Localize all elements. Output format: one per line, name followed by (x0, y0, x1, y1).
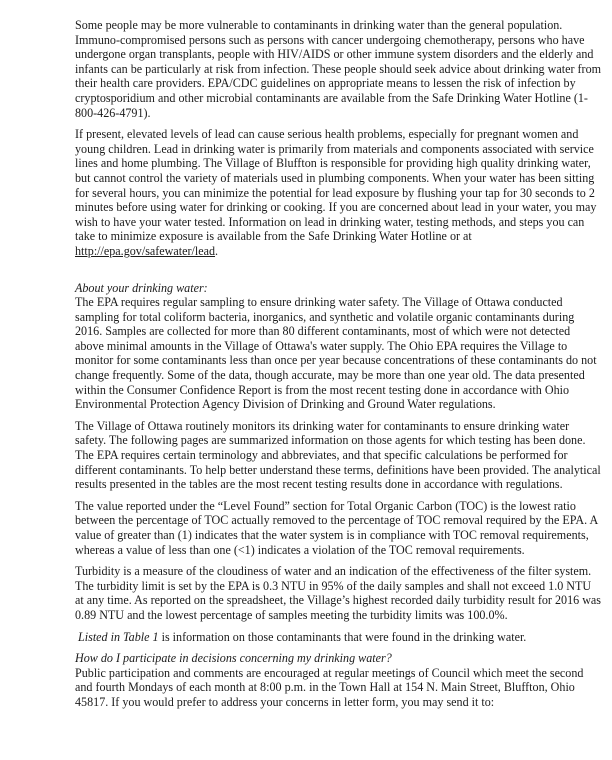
toc-paragraph: The value reported under the “Level Found” section for Total Organic Carbon (TOC) is the lowest ratio between the percentage of TOC actually removed to the percentage of TOC removal required by the EPA. A value of greater than (1) indicates that the water system is in compliance with TOC removal requirements, whereas a value of less than one (<1) indicates a violation of the TOC removal requirements. (75, 498, 598, 557)
epa-lead-link[interactable]: http://epa.gov/safewater/lead (75, 243, 216, 258)
about-drinking-water-paragraph: The EPA requires regular sampling to ensure drinking water safety. The Village of Ottawa conducted sampling for total coliform bacteria, inorganics, and synthetic and volatile organic contaminants during 2016. Samples are collected for more than 80 different contaminants, most of which were not detected above minimal amounts in the Village of Ottawa's water supply. The Ohio EPA requires the Village to monitor for some contaminants less than once per year because concentrations of these contaminants do not change frequently. Some of the data, though accurate, may be more than one year old. The data presented within the Consumer Confidence Report is from the most recent testing done in accordance with Ohio Environmental Protection Agency Division of Drinking and Ground Water regulations. (75, 295, 597, 412)
participation-heading: How do I participate in decisions concerning my drinking water? (75, 651, 392, 666)
about-drinking-water-heading: About your drinking water: (75, 280, 208, 295)
table-reference-paragraph (75, 630, 602, 645)
table-reference-text: is information on those contaminants that were found in the drinking water. (158, 629, 527, 644)
lead-paragraph-end: . (215, 243, 219, 258)
participation-paragraph: Public participation and comments are encouraged at regular meetings of Council which meet the second and fourth Mondays of each month at 8:00 p.m. in the Town Hall at 154 N. Main Street, Bluffton, Ohio 45817. If you would prefer to address your concerns in letter form, you may send it to: (75, 665, 584, 709)
vulnerable-populations-paragraph: Some people may be more vulnerable to contaminants in drinking water than the general population. Immuno-compromised persons such as persons with cancer undergoing chemotherapy, persons who have undergone organ transplants, people with HIV/AIDS or other immune system disorders and the elderly and infants can be particularly at risk from infection. These people should seek advice about drinking water from their health care providers. EPA/CDC guidelines on appropriate means to lessen the risk of infection by cryptosporidium and other microbial contaminants are available from the Safe Drinking Water Hotline (1-800-426-4791). (75, 18, 602, 120)
document-page (75, 18, 602, 710)
lead-paragraph (75, 127, 602, 258)
table-reference-italic: Listed in Table 1 (78, 629, 159, 644)
monitoring-paragraph: The Village of Ottawa routinely monitors its drinking water for contaminants to ensure drinking water safety. The following pages are summarized information on those agents for which testing has been done. The EPA requires certain terminology and abbreviates, and that specific calculations be performed for different contaminants. To help better understand these terms, definitions have been provided. The analytical results presented in the tables are the most recent testing results done in accordance with regulations. (75, 418, 601, 492)
lead-paragraph-text: If present, elevated levels of lead can cause serious health problems, especially for pregnant women and young children. Lead in drinking water is primarily from materials and components associated with service lines and home plumbing. The Village of Bluffton is responsible for providing high quality drinking water, but cannot control the variety of materials used in plumbing components. When your water has been sitting for several hours, you can minimize the potential for lead exposure by flushing your tap for 30 seconds to 2 minutes before using water for drinking or cooking. If you are concerned about lead in your water, you may wish to have your water tested. Information on lead in drinking water, testing methods, and steps you can take to minimize exposure is available from the Safe Drinking Water Hotline or at (75, 127, 597, 244)
turbidity-paragraph: Turbidity is a measure of the cloudiness of water and an indication of the effectiveness of the filter system. The turbidity limit is set by the EPA is 0.3 NTU in 95% of the daily samples and shall not exceed 1.0 NTU at any time. As reported on the spreadsheet, the Village’s highest recorded daily turbidity result for 2016 was 0.89 NTU and the lowest percentage of samples meeting the turbidity limits was 100.0%. (75, 564, 602, 622)
